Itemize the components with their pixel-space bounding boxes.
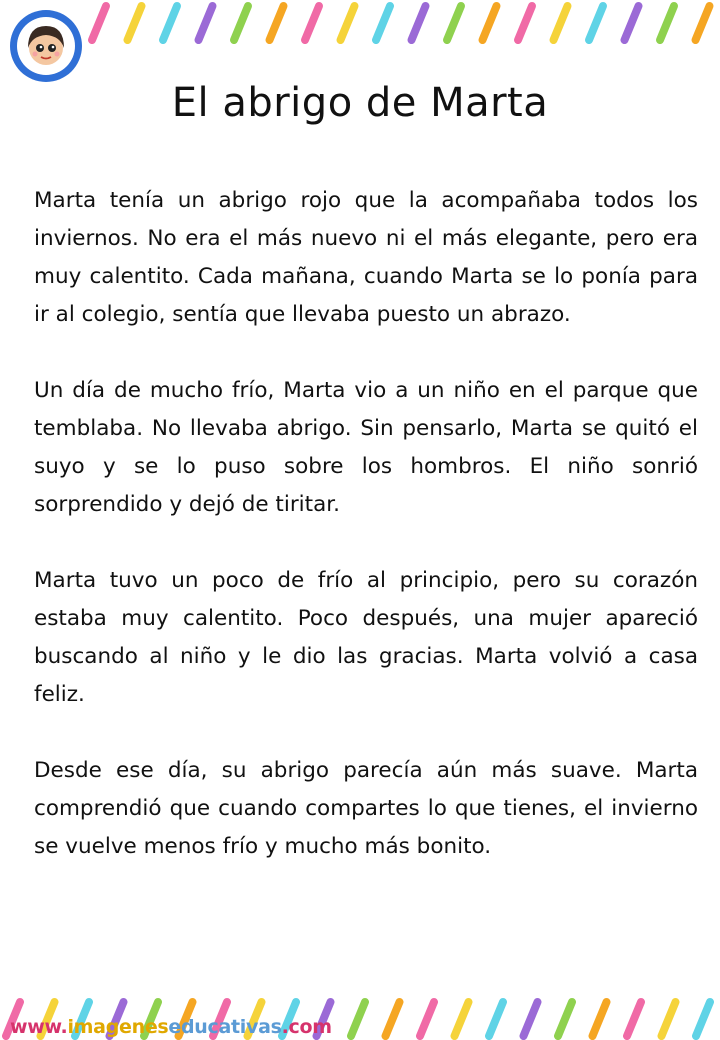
decorative-stripe [386,1002,400,1036]
website-part-imagenes: imagenes [67,1016,169,1038]
girl-avatar-logo-icon [8,8,84,84]
decorative-stripe [455,1002,469,1036]
website-part-www: www. [10,1016,68,1038]
website-watermark [10,1016,332,1038]
decorative-stripe [234,6,248,40]
decorative-stripe [524,1002,538,1036]
decorative-stripe [128,6,142,40]
decorative-stripe [489,1002,503,1036]
decorative-stripe [554,6,568,40]
story-body [34,182,698,904]
decorative-stripe [305,6,319,40]
story-paragraph-2: Un día de mucho frío, Marta vio a un niño en el parque que temblaba. No llevaba abrigo. Sin pensarlo, Marta se quitó el suyo y se lo puso sobre los hombros. El niño sonrió sorprendido y dejó de tiritar. [34,378,698,517]
top-decorative-stripes [0,0,720,60]
website-part-educativas: educativas [168,1016,282,1038]
decorative-stripe [412,6,426,40]
decorative-stripe [696,6,710,40]
decorative-stripe [518,6,532,40]
decorative-stripe [420,1002,434,1036]
story-paragraph-4: Desde ese día, su abrigo parecía aún más suave. Marta comprendió que cuando compartes lo que tienes, el invierno se vuelve menos frío y mucho más bonito. [34,758,698,859]
decorative-stripe [270,6,284,40]
story-paragraph-3: Marta tuvo un poco de frío al principio, pero su corazón estaba muy calentito. Poco después, una mujer apareció buscando al niño y le dio las gracias. Marta volvió a casa feliz. [34,568,698,707]
decorative-stripe [589,6,603,40]
decorative-stripe [163,6,177,40]
website-part-com: .com [281,1016,332,1038]
decorative-stripe [558,1002,572,1036]
decorative-stripe [351,1002,365,1036]
decorative-stripe [341,6,355,40]
decorative-stripe [483,6,497,40]
decorative-stripe [199,6,213,40]
decorative-stripe [92,6,106,40]
decorative-stripe [447,6,461,40]
story-paragraph-1: Marta tenía un abrigo rojo que la acompañaba todos los inviernos. No era el más nuevo ni el más elegante, pero era muy calentito. Cada mañana, cuando Marta se lo ponía para ir al colegio, sentía que llevaba puesto un abrazo. [34,188,698,327]
decorative-stripe [593,1002,607,1036]
decorative-stripe [376,6,390,40]
decorative-stripe [662,1002,676,1036]
decorative-stripe [627,1002,641,1036]
decorative-stripe [660,6,674,40]
decorative-stripe [625,6,639,40]
decorative-stripe [696,1002,710,1036]
story-title: El abrigo de Marta [171,80,549,126]
